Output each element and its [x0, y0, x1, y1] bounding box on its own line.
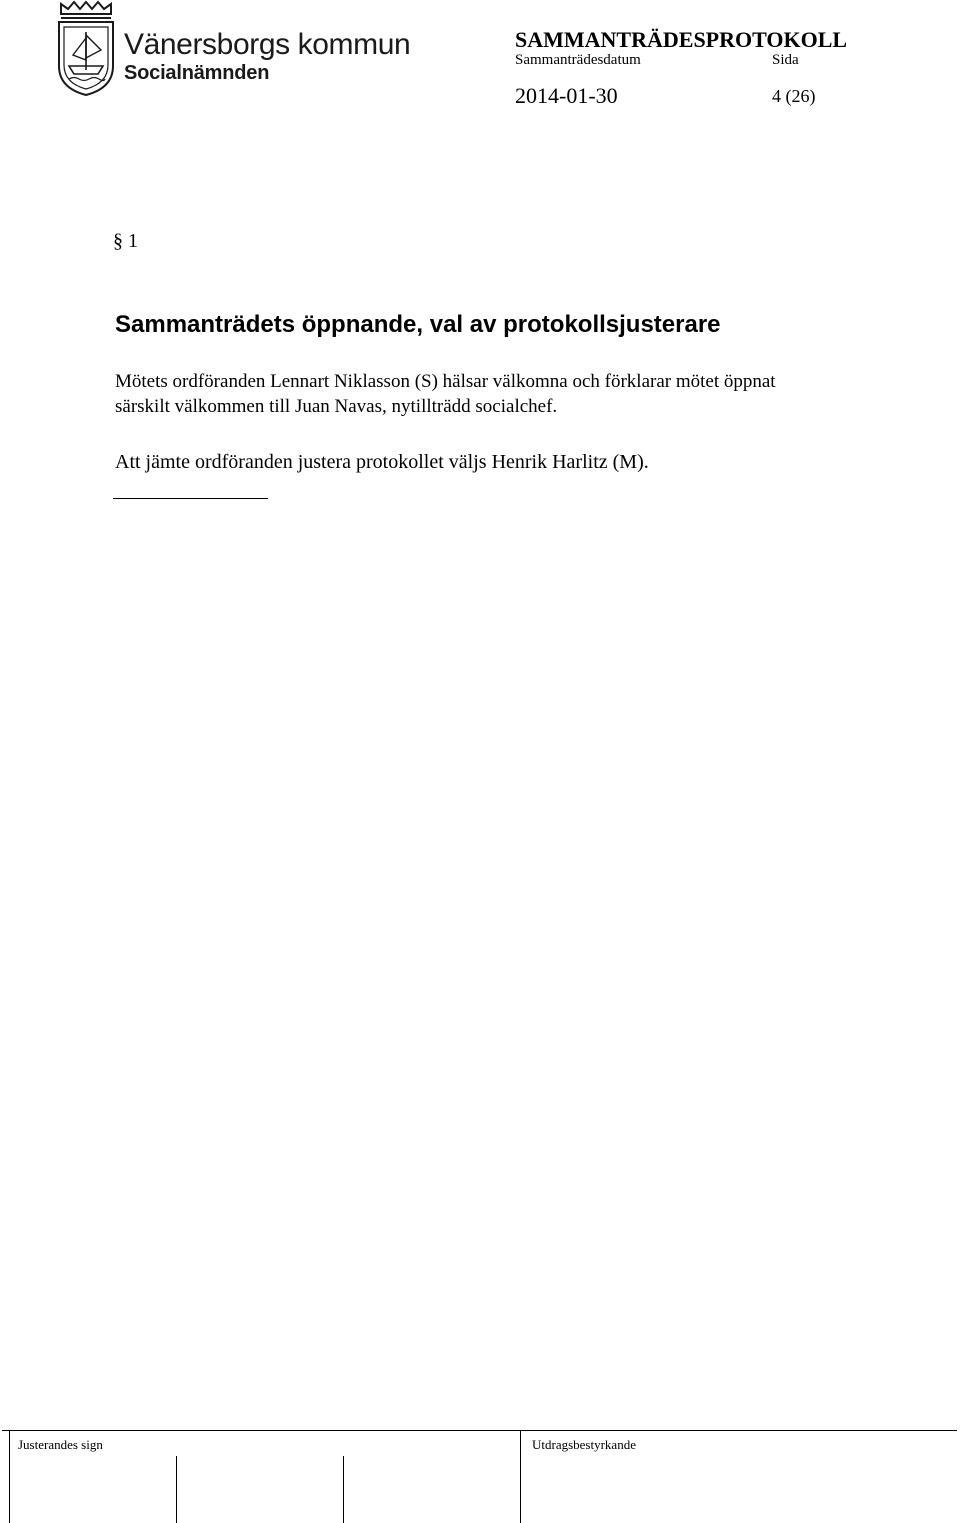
footer-column-divider [9, 1431, 10, 1523]
section-body [115, 369, 945, 419]
org-name: Vänersborgs kommun [124, 28, 411, 61]
page-number: 4 (26) [772, 86, 816, 106]
section-end-rule [113, 498, 268, 499]
footer-column-divider [520, 1431, 521, 1523]
adjuster-signature-label: Justerandes sign [18, 1437, 103, 1452]
meeting-date-value: 2014-01-30 [515, 83, 618, 108]
paragraph-number: § 1 [113, 230, 138, 252]
body-line: särskilt välkommen till Juan Navas, nytillträdd socialchef. [115, 396, 558, 417]
municipal-crest-icon [55, 0, 117, 96]
body-line: Mötets ordföranden Lennart Niklasson (S) hälsar välkomna och förklarar mötet öppnat [115, 371, 776, 392]
decision-text: Att jämte ordföranden justera protokollet väljs Henrik Harlitz (M). [115, 451, 649, 473]
extract-certification-label: Utdragsbestyrkande [532, 1437, 636, 1452]
footer-divider [2, 1430, 957, 1431]
unit-name: Socialnämnden [124, 62, 270, 84]
section-title: Sammanträdets öppnande, val av protokollsjusterare [115, 311, 721, 338]
document-type: SAMMANTRÄDESPROTOKOLL [515, 27, 848, 52]
signature-box-divider [343, 1456, 344, 1523]
signature-box-divider [176, 1456, 177, 1523]
logo [124, 28, 410, 84]
page-label: Sida [772, 52, 799, 68]
meeting-date-label: Sammanträdesdatum [515, 52, 641, 68]
